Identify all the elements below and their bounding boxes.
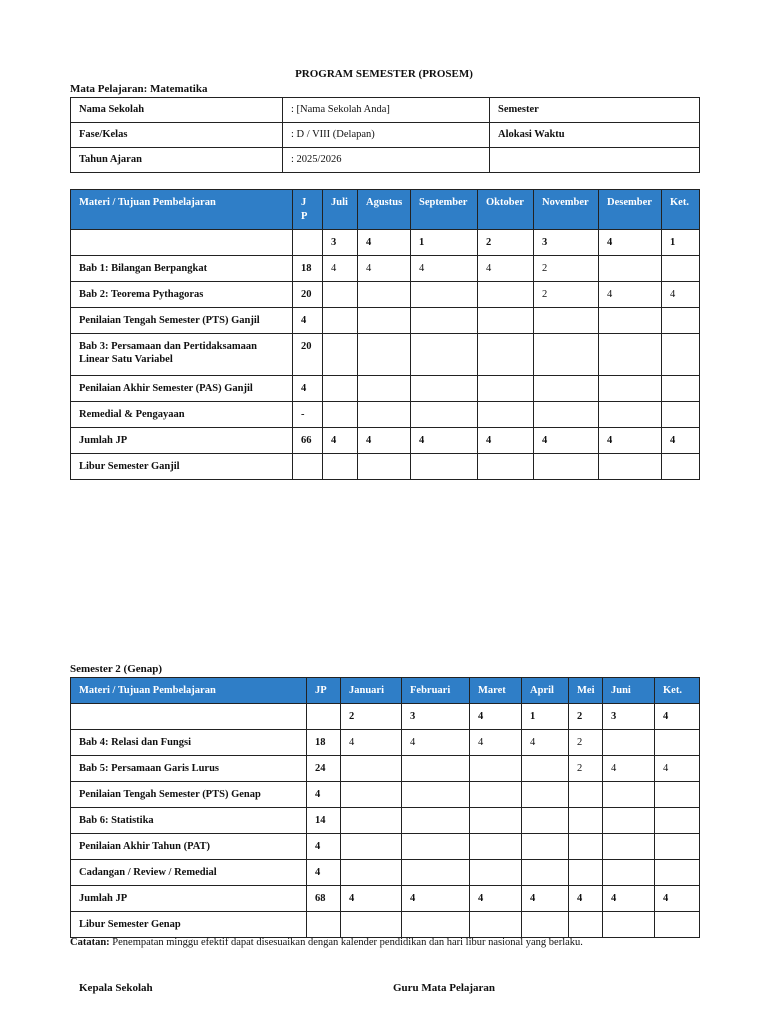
column-header: JP [307,678,341,704]
week-value-cell: 4 [603,756,655,782]
week-value-cell: 4 [599,428,662,454]
week-cell: 2 [478,230,534,256]
week-value-cell: 4 [402,886,470,912]
week-value-cell [323,308,358,334]
note [70,937,583,948]
info-row [71,148,700,173]
week-value-cell [599,256,662,282]
table-row [71,834,700,860]
week-value-cell: 4 [402,730,470,756]
table-row [71,256,700,282]
jp-cell: 4 [307,782,341,808]
week-value-cell [599,402,662,428]
week-cell: 3 [534,230,599,256]
week-cell: 3 [402,704,470,730]
jp-cell: 18 [293,256,323,282]
week-value-cell [478,308,534,334]
week-value-cell [402,782,470,808]
week-value-cell: 2 [569,756,603,782]
topic-cell: Penilaian Akhir Semester (PAS) Ganjil [71,376,293,402]
week-value-cell [478,402,534,428]
column-header: April [522,678,569,704]
week-value-cell [341,782,402,808]
semester2-heading: Semester 2 (Genap) [70,663,163,675]
jp-cell: 66 [293,428,323,454]
jp-cell: 4 [293,308,323,334]
week-value-cell [323,402,358,428]
week-value-cell [569,808,603,834]
week-cell: 3 [323,230,358,256]
week-cell: 1 [411,230,478,256]
jp-cell: 4 [307,860,341,886]
jp-cell: 68 [307,886,341,912]
week-value-cell [402,756,470,782]
week-value-cell: 4 [662,428,700,454]
table-row [71,428,700,454]
week-value-cell [341,912,402,938]
week-value-cell [603,808,655,834]
week-value-cell [358,308,411,334]
column-header: Oktober [478,190,534,230]
column-header: Materi / Tujuan Pembelajaran [71,678,307,704]
info-label: Tahun Ajaran [71,148,283,173]
week-value-cell [569,860,603,886]
week-cell [307,704,341,730]
week-value-cell [522,808,569,834]
week-value-cell [323,334,358,376]
column-header: Agustus [358,190,411,230]
semester2-header-row [71,678,700,704]
info-label2: Semester [490,98,700,123]
jp-cell: 20 [293,334,323,376]
week-cell: 2 [569,704,603,730]
topic-cell: Bab 6: Statistika [71,808,307,834]
column-header: Januari [341,678,402,704]
week-value-cell [534,334,599,376]
week-value-cell [655,730,700,756]
week-value-cell [534,308,599,334]
week-value-cell [655,808,700,834]
week-value-cell [470,860,522,886]
week-value-cell [358,376,411,402]
week-value-cell: 4 [603,886,655,912]
week-value-cell [411,308,478,334]
week-value-cell [662,376,700,402]
week-value-cell [662,308,700,334]
week-value-cell: 4 [569,886,603,912]
week-value-cell [341,756,402,782]
topic-cell: Penilaian Tengah Semester (PTS) Genap [71,782,307,808]
week-value-cell: 4 [470,886,522,912]
week-value-cell [655,912,700,938]
week-value-cell [603,834,655,860]
week-value-cell: 4 [478,256,534,282]
topic-cell: Jumlah JP [71,886,307,912]
week-value-cell [478,454,534,480]
week-value-cell: 4 [478,428,534,454]
column-header: Desember [599,190,662,230]
week-value-cell [655,782,700,808]
week-value-cell: 2 [569,730,603,756]
table-row [71,756,700,782]
week-value-cell [534,402,599,428]
topic-cell: Cadangan / Review / Remedial [71,860,307,886]
week-value-cell [411,282,478,308]
week-value-cell [603,730,655,756]
table-row [71,782,700,808]
week-value-cell [662,402,700,428]
week-value-cell: 4 [411,428,478,454]
column-header: Ket. [655,678,700,704]
week-value-cell: 2 [534,282,599,308]
topic-cell: Bab 1: Bilangan Berpangkat [71,256,293,282]
week-value-cell [402,860,470,886]
info-value: : 2025/2026 [283,148,490,173]
week-value-cell [655,860,700,886]
week-value-cell [599,454,662,480]
table-row [71,912,700,938]
jp-cell [293,454,323,480]
topic-cell: Bab 3: Persamaan dan Pertidaksamaan Linear Satu Variabel [71,334,293,376]
week-value-cell: 4 [655,886,700,912]
week-cell: 1 [522,704,569,730]
info-value: : [Nama Sekolah Anda] [283,98,490,123]
table-row [71,886,700,912]
week-cell: 4 [470,704,522,730]
signature-teacher: Guru Mata Pelajaran [393,982,496,994]
week-value-cell [569,782,603,808]
week-value-cell [411,334,478,376]
week-value-cell: 4 [341,730,402,756]
week-value-cell [470,834,522,860]
week-value-cell [402,834,470,860]
week-value-cell [478,376,534,402]
week-value-cell [522,834,569,860]
week-cell: 4 [358,230,411,256]
jp-cell: 24 [307,756,341,782]
week-value-cell: 4 [655,756,700,782]
week-value-cell [411,376,478,402]
topic-cell: Bab 2: Teorema Pythagoras [71,282,293,308]
topic-cell: Penilaian Tengah Semester (PTS) Ganjil [71,308,293,334]
week-value-cell [411,454,478,480]
info-row [71,123,700,148]
week-value-cell [522,756,569,782]
week-row [71,230,700,256]
week-value-cell [534,454,599,480]
jp-cell [307,912,341,938]
week-value-cell [662,334,700,376]
week-value-cell [323,282,358,308]
column-header: Februari [402,678,470,704]
week-value-cell [522,912,569,938]
week-value-cell [599,376,662,402]
week-value-cell [402,808,470,834]
week-value-cell [599,334,662,376]
week-value-cell [662,454,700,480]
week-cell [71,704,307,730]
week-value-cell [478,282,534,308]
signature-principal: Kepala Sekolah [79,982,153,994]
semester2-table [70,677,700,938]
topic-cell: Penilaian Akhir Tahun (PAT) [71,834,307,860]
week-value-cell [655,834,700,860]
column-header: J P [293,190,323,230]
topic-cell: Remedial & Pengayaan [71,402,293,428]
week-value-cell [402,912,470,938]
table-row [71,402,700,428]
week-value-cell [411,402,478,428]
week-value-cell: 4 [470,730,522,756]
column-header: Mei [569,678,603,704]
week-value-cell [358,402,411,428]
jp-cell: 14 [307,808,341,834]
subject-label: Mata Pelajaran: Matematika [70,83,208,95]
topic-cell: Libur Semester Ganjil [71,454,293,480]
week-value-cell: 4 [341,886,402,912]
topic-cell: Bab 4: Relasi dan Fungsi [71,730,307,756]
column-header: September [411,190,478,230]
week-value-cell [470,912,522,938]
week-cell: 3 [603,704,655,730]
table-row [71,308,700,334]
jp-cell: - [293,402,323,428]
table-row [71,282,700,308]
info-label: Nama Sekolah [71,98,283,123]
week-value-cell: 4 [522,730,569,756]
jp-cell: 4 [293,376,323,402]
week-value-cell [534,376,599,402]
info-label2: Alokasi Waktu [490,123,700,148]
week-value-cell [603,860,655,886]
week-value-cell: 4 [323,256,358,282]
table-row [71,376,700,402]
week-value-cell [478,334,534,376]
column-header: Maret [470,678,522,704]
week-value-cell [662,256,700,282]
table-row [71,334,700,376]
week-value-cell: 4 [411,256,478,282]
column-header: Juli [323,190,358,230]
week-cell: 1 [662,230,700,256]
week-value-cell [569,912,603,938]
topic-cell: Bab 5: Persamaan Garis Lurus [71,756,307,782]
week-value-cell: 4 [358,428,411,454]
week-value-cell [470,808,522,834]
info-table [70,97,700,173]
jp-cell: 4 [307,834,341,860]
document-title: PROGRAM SEMESTER (PROSEM) [295,68,473,80]
week-cell: 2 [341,704,402,730]
info-value: : D / VIII (Delapan) [283,123,490,148]
note-label: Catatan: [70,937,110,948]
week-value-cell [341,834,402,860]
info-row [71,98,700,123]
week-cell: 4 [655,704,700,730]
week-value-cell [470,782,522,808]
topic-cell: Libur Semester Genap [71,912,307,938]
week-value-cell [341,808,402,834]
week-value-cell [569,834,603,860]
week-cell: 4 [599,230,662,256]
week-value-cell [323,454,358,480]
week-value-cell: 4 [323,428,358,454]
week-cell [71,230,293,256]
week-value-cell [522,860,569,886]
jp-cell: 18 [307,730,341,756]
week-value-cell: 4 [599,282,662,308]
note-text: Penempatan minggu efektif dapat disesuaikan dengan kalender pendidikan dan hari libur nasional yang berlaku. [109,937,583,948]
topic-cell: Jumlah JP [71,428,293,454]
week-value-cell [341,860,402,886]
week-cell [293,230,323,256]
semester1-table [70,189,700,480]
week-value-cell: 4 [358,256,411,282]
column-header: November [534,190,599,230]
week-value-cell [470,756,522,782]
jp-cell: 20 [293,282,323,308]
week-value-cell: 2 [534,256,599,282]
info-label2 [490,148,700,173]
week-value-cell [522,782,569,808]
week-value-cell [603,782,655,808]
info-label: Fase/Kelas [71,123,283,148]
column-header: Materi / Tujuan Pembelajaran [71,190,293,230]
week-value-cell [358,334,411,376]
week-value-cell: 4 [522,886,569,912]
week-value-cell [599,308,662,334]
week-value-cell [358,282,411,308]
table-row [71,808,700,834]
week-value-cell: 4 [662,282,700,308]
week-value-cell [358,454,411,480]
table-row [71,454,700,480]
table-row [71,730,700,756]
week-value-cell [323,376,358,402]
week-value-cell: 4 [534,428,599,454]
column-header: Ket. [662,190,700,230]
week-row [71,704,700,730]
week-value-cell [603,912,655,938]
semester1-header-row [71,190,700,230]
table-row [71,860,700,886]
column-header: Juni [603,678,655,704]
